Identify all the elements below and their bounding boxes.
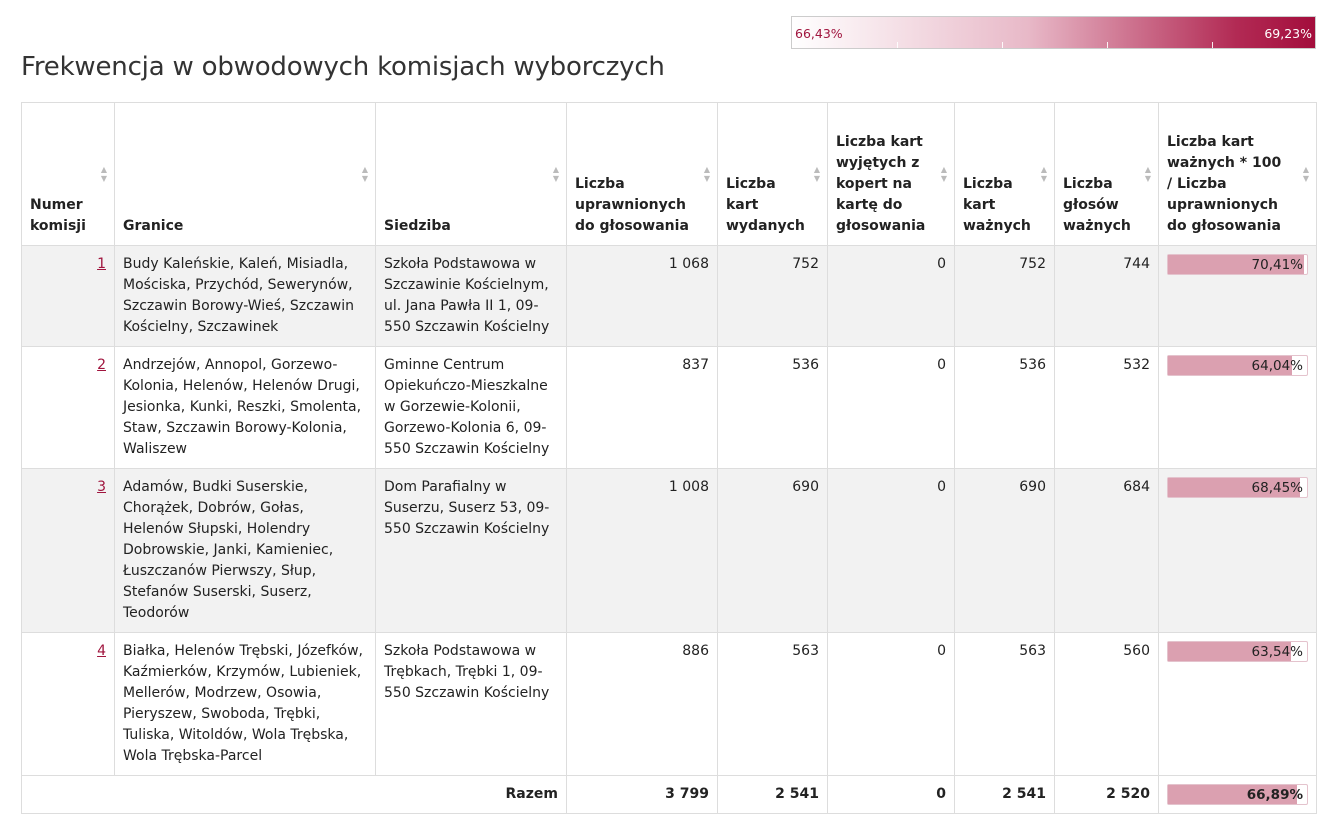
sort-icon: ▲ ▼	[703, 165, 710, 183]
header-karty-wydane[interactable]: Liczba kart wydanych ▲ ▼	[718, 103, 828, 246]
header-granice[interactable]: Granice ▲ ▼	[115, 103, 376, 246]
eligible-cell: 1 008	[567, 469, 718, 633]
sort-icon: ▲ ▼	[1302, 165, 1309, 183]
turnout-color-legend	[791, 16, 1316, 49]
seat-cell: Szkoła Podstawowa w Trębkach, Trębki 1, 09-550 Szczawin Kościelny	[376, 633, 567, 776]
total-valid-votes: 2 520	[1055, 776, 1159, 814]
bounds-cell: Adamów, Budki Suserskie, Chorążek, Dobrów, Gołas, Helenów Słupski, Holendry Dobrowskie, Janki, Kamieniec, Łuszczanów Pierwszy, Słup, Stefanów Suserski, Suserz, Teodorów	[115, 469, 376, 633]
header-karty-wazne[interactable]: Liczba kart ważnych ▲ ▼	[955, 103, 1055, 246]
header-glosy-wazne[interactable]: Liczba głosów ważnych ▲ ▼	[1055, 103, 1159, 246]
total-label: Razem	[22, 776, 567, 814]
turnout-bar	[1167, 477, 1308, 498]
valid-votes-cell: 744	[1055, 246, 1159, 347]
page-title: Frekwencja w obwodowych komisjach wyborczych	[21, 52, 665, 82]
turnout-value: 70,41%	[1251, 257, 1303, 273]
commission-number-cell	[22, 469, 115, 633]
turnout-cell	[1159, 633, 1317, 776]
turnout-value: 63,54%	[1251, 644, 1303, 660]
commission-number-cell	[22, 246, 115, 347]
sort-icon: ▲ ▼	[1040, 165, 1047, 183]
turnout-cell	[1159, 246, 1317, 347]
commission-link[interactable]: 3	[97, 479, 106, 495]
table-total-row	[22, 776, 1317, 814]
turnout-bar	[1167, 784, 1308, 805]
table-row	[22, 347, 1317, 469]
header-siedziba[interactable]: Siedziba ▲ ▼	[376, 103, 567, 246]
envelopes-cell: 0	[828, 469, 955, 633]
envelopes-cell: 0	[828, 246, 955, 347]
turnout-bar	[1167, 254, 1308, 275]
turnout-cell	[1159, 469, 1317, 633]
valid-votes-cell: 532	[1055, 347, 1159, 469]
legend-tick	[1212, 42, 1213, 48]
sort-icon: ▲ ▼	[361, 165, 368, 183]
sort-icon: ▲ ▼	[940, 165, 947, 183]
sort-icon: ▲ ▼	[813, 165, 820, 183]
eligible-cell: 837	[567, 347, 718, 469]
header-numer-komisji[interactable]: Numer komisji ▲ ▼	[22, 103, 115, 246]
valid-cards-cell: 752	[955, 246, 1055, 347]
header-uprawnieni[interactable]: Liczba uprawnionych do głosowania ▲ ▼	[567, 103, 718, 246]
legend-min-label: 66,43%	[795, 26, 843, 41]
valid-votes-cell: 684	[1055, 469, 1159, 633]
total-eligible: 3 799	[567, 776, 718, 814]
turnout-table	[21, 102, 1317, 814]
commission-number-cell	[22, 633, 115, 776]
issued-cell: 690	[718, 469, 828, 633]
issued-cell: 752	[718, 246, 828, 347]
issued-cell: 563	[718, 633, 828, 776]
valid-cards-cell: 536	[955, 347, 1055, 469]
bounds-cell: Białka, Helenów Trębski, Józefków, Kaźmierków, Krzymów, Lubieniek, Mellerów, Modrzew, Osowia, Pieryszew, Swoboda, Trębki, Tuliska, Witoldów, Wola Trębska, Wola Trębska-Parcel	[115, 633, 376, 776]
bounds-cell: Andrzejów, Annopol, Gorzewo-Kolonia, Helenów, Helenów Drugi, Jesionka, Kunki, Reszki, Smolenta, Staw, Szczawin Borowy-Kolonia, Waliszew	[115, 347, 376, 469]
turnout-value: 68,45%	[1251, 480, 1303, 496]
turnout-cell	[1159, 347, 1317, 469]
seat-cell: Dom Parafialny w Suserzu, Suserz 53, 09-550 Szczawin Kościelny	[376, 469, 567, 633]
eligible-cell: 1 068	[567, 246, 718, 347]
turnout-value: 66,89%	[1246, 787, 1303, 803]
envelopes-cell: 0	[828, 633, 955, 776]
turnout-bar	[1167, 641, 1308, 662]
envelopes-cell: 0	[828, 347, 955, 469]
seat-cell: Gminne Centrum Opiekuńczo-Mieszkalne w Gorzewie-Kolonii, Gorzewo-Kolonia 6, 09-550 Szczawin Kościelny	[376, 347, 567, 469]
legend-tick	[1002, 42, 1003, 48]
table-row	[22, 633, 1317, 776]
commission-link[interactable]: 2	[97, 357, 106, 373]
sort-icon: ▲ ▼	[1144, 165, 1151, 183]
table-header-row	[22, 103, 1317, 246]
eligible-cell: 886	[567, 633, 718, 776]
valid-cards-cell: 690	[955, 469, 1055, 633]
header-karty-wyjete[interactable]: Liczba kart wyjętych z kopert na kartę do głosowania ▲ ▼	[828, 103, 955, 246]
legend-max-label: 69,23%	[1264, 26, 1312, 41]
total-valid-cards: 2 541	[955, 776, 1055, 814]
commission-link[interactable]: 1	[97, 256, 106, 272]
sort-icon: ▲ ▼	[100, 165, 107, 183]
seat-cell: Szkoła Podstawowa w Szczawinie Kościelnym, ul. Jana Pawła II 1, 09-550 Szczawin Kościelny	[376, 246, 567, 347]
total-envelopes: 0	[828, 776, 955, 814]
commission-link[interactable]: 4	[97, 643, 106, 659]
legend-tick	[1107, 42, 1108, 48]
table-row	[22, 246, 1317, 347]
total-issued: 2 541	[718, 776, 828, 814]
bounds-cell: Budy Kaleńskie, Kaleń, Misiadla, Mościska, Przychód, Sewerynów, Szczawin Borowy-Wieś, Szczawin Kościelny, Szczawinek	[115, 246, 376, 347]
total-turnout-cell	[1159, 776, 1317, 814]
valid-votes-cell: 560	[1055, 633, 1159, 776]
sort-icon: ▲ ▼	[552, 165, 559, 183]
valid-cards-cell: 563	[955, 633, 1055, 776]
table-row	[22, 469, 1317, 633]
legend-tick	[897, 42, 898, 48]
turnout-value: 64,04%	[1251, 358, 1303, 374]
turnout-bar	[1167, 355, 1308, 376]
commission-number-cell	[22, 347, 115, 469]
header-frekwencja[interactable]: Liczba kart ważnych * 100 / Liczba uprawnionych do głosowania ▲ ▼	[1159, 103, 1317, 246]
issued-cell: 536	[718, 347, 828, 469]
